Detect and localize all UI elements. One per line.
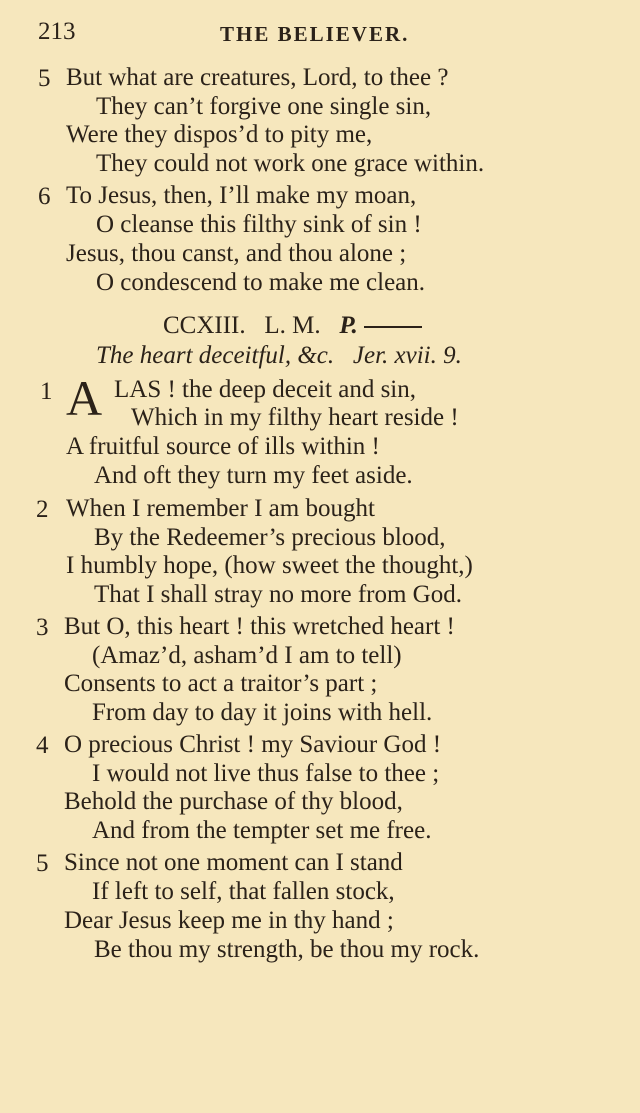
verse-line: Which in my filthy heart reside ! — [131, 404, 459, 431]
page-number: 213 — [38, 18, 76, 45]
verse-line: I would not live thus false to thee ; — [92, 760, 440, 787]
verse-line: To Jesus, then, I’ll make my moan, — [66, 182, 417, 209]
heading-rule — [364, 326, 422, 328]
verse-line: A fruitful source of ills within ! — [66, 433, 380, 460]
verse-line: They can’t forgive one single sin, — [96, 93, 432, 120]
hymn-meter: L. M. — [264, 312, 321, 339]
stanza-number: 4 — [36, 732, 49, 759]
verse-line: Behold the purchase of thy blood, — [64, 788, 403, 815]
verse-line: Jesus, thou canst, and thou alone ; — [66, 240, 407, 267]
stanza-number: 1 — [40, 378, 53, 405]
verse-line: If left to self, that fallen stock, — [92, 878, 395, 905]
hymn-flag: P. — [339, 312, 358, 339]
running-head: THE BELIEVER. — [220, 22, 410, 46]
verse-line: LAS ! the deep deceit and sin, — [114, 376, 416, 403]
verse-line: When I remember I am bought — [66, 495, 375, 522]
page-header — [0, 16, 640, 52]
stanza-number: 5 — [36, 850, 49, 877]
hymn-number: CCXIII. — [163, 312, 246, 339]
verse-line: Were they dispos’d to pity me, — [66, 121, 373, 148]
hymn-subject: The heart deceitful, &c. — [96, 342, 335, 369]
verse-line: Since not one moment can I stand — [64, 849, 403, 876]
drop-cap: A — [66, 370, 103, 426]
stanza-number: 6 — [38, 183, 51, 210]
stanza-number: 5 — [38, 65, 51, 92]
verse-line: And from the tempter set me free. — [92, 817, 432, 844]
scripture-reference: Jer. xvii. 9. — [352, 342, 462, 369]
verse-line: But what are creatures, Lord, to thee ? — [66, 64, 449, 91]
verse-line: (Amaz’d, asham’d I am to tell) — [92, 642, 402, 669]
stanza-number: 3 — [36, 614, 49, 641]
verse-line: That I shall stray no more from God. — [94, 581, 462, 608]
verse-line: O cleanse this filthy sink of sin ! — [96, 211, 422, 238]
verse-line: I humbly hope, (how sweet the thought,) — [66, 552, 473, 579]
verse-line: From day to day it joins with hell. — [92, 699, 433, 726]
hymn-heading — [163, 312, 422, 340]
hymn-subtitle — [96, 342, 462, 370]
verse-line: But O, this heart ! this wretched heart ! — [64, 613, 455, 640]
stanza-number: 2 — [36, 496, 49, 523]
verse-line: O precious Christ ! my Saviour God ! — [64, 731, 442, 758]
verse-line: Be thou my strength, be thou my rock. — [94, 936, 480, 963]
verse-line: By the Redeemer’s precious blood, — [94, 524, 446, 551]
verse-line: Consents to act a traitor’s part ; — [64, 670, 378, 697]
verse-line: They could not work one grace within. — [96, 150, 485, 177]
verse-line: And oft they turn my feet aside. — [94, 462, 413, 489]
verse-line: Dear Jesus keep me in thy hand ; — [64, 907, 394, 934]
verse-line: O condescend to make me clean. — [96, 269, 426, 296]
